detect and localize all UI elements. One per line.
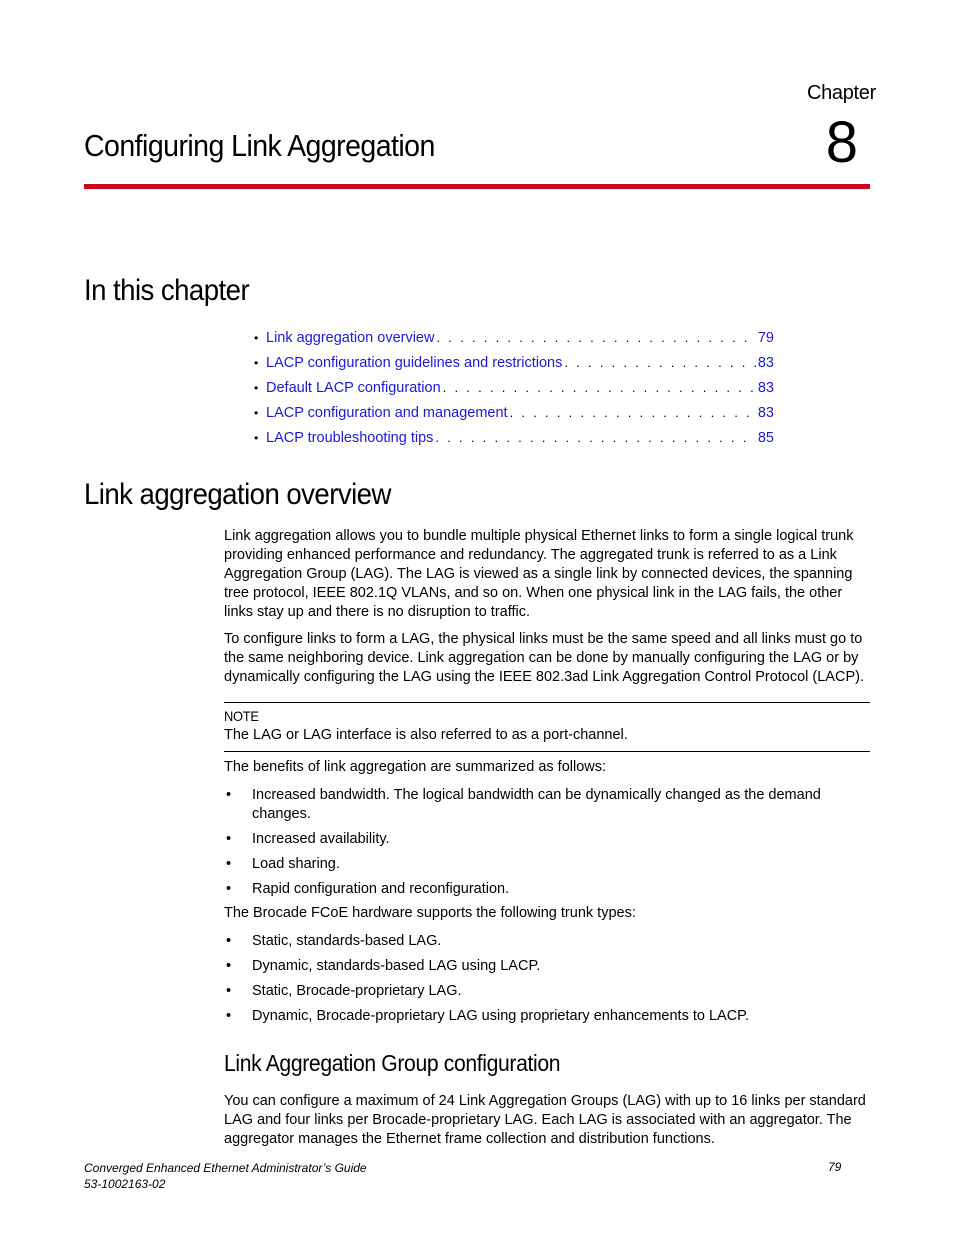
list-item (224, 786, 864, 824)
list-item-text: Rapid configuration and reconfiguration. (252, 881, 510, 897)
list-item (224, 982, 864, 1001)
toc-item[interactable] (254, 430, 774, 455)
paragraph-text: Link aggregation allows you to bundle multiple physical Ethernet links to form a single logical trunk providing enhanced performance and redundancy. The aggregated trunk is referred to as a Link Aggregation Group (LAG). The LAG is viewed as a single link by connected devices, the spanning tree protocol, IEEE 802.1Q VLANs, and so on. When one physical link in the LAG fails, the other links stay up and there is no disruption to traffic. (224, 528, 854, 620)
toc-item[interactable] (254, 330, 774, 355)
toc-leader-dots (564, 355, 756, 370)
footer-doc-number: 53-1002163-02 (84, 1177, 166, 1191)
toc-leader-dots (435, 430, 756, 445)
bullet-icon: • (226, 1008, 232, 1024)
paragraph-text: To configure links to form a LAG, the physical links must be the same speed and all links must go to the same neighboring device. Link aggregation can be done by manually configuring the LAG or by dynamically configuring the LAG using the IEEE 802.3ad Link Aggregation Control Protocol (LACP). (224, 631, 864, 685)
list-item-text: Load sharing. (252, 856, 340, 872)
chapter-label: Chapter (806, 82, 876, 104)
paragraph-text: The benefits of link aggregation are summarized as follows: (224, 759, 607, 775)
list-item (224, 830, 864, 849)
toc-page-number[interactable]: 79 (757, 330, 774, 346)
overview-heading: Link aggregation overview (84, 478, 391, 511)
list-item (224, 957, 864, 976)
toc-link[interactable]: Default LACP configuration (266, 380, 441, 396)
toc-page-number[interactable]: 83 (757, 380, 774, 396)
toc-link[interactable]: LACP configuration and management (266, 405, 508, 421)
list-item (224, 855, 864, 874)
toc-item[interactable] (254, 380, 774, 405)
paragraph-text: The Brocade FCoE hardware supports the following trunk types: (224, 905, 636, 921)
list-item-text: Static, standards-based LAG. (252, 933, 442, 949)
list-item-text: Dynamic, Brocade-proprietary LAG using proprietary enhancements to LACP. (252, 1008, 750, 1024)
footer-guide-title: Converged Enhanced Ethernet Administrator’s Guide (84, 1161, 367, 1175)
toc-item[interactable] (254, 405, 774, 430)
toc-link[interactable]: LACP configuration guidelines and restrictions (266, 355, 563, 371)
toc-page-number[interactable]: 85 (757, 430, 774, 446)
note-label: NOTE (224, 708, 259, 724)
toc-leader-dots (443, 380, 756, 395)
footer-guide-info (84, 1160, 367, 1192)
paragraph-text: You can configure a maximum of 24 Link Aggregation Groups (LAG) with up to 16 links per standard LAG and four links per Brocade-proprietary LAG. Each LAG is associated with an aggregator. The aggregator manages the Ethernet frame collection and distribution functions. (224, 1093, 866, 1147)
in-this-chapter-heading: In this chapter (84, 274, 250, 307)
bullet-icon: • (226, 831, 232, 847)
footer-page-number: 79 (828, 1160, 842, 1174)
list-item-text: Static, Brocade-proprietary LAG. (252, 983, 462, 999)
list-item (224, 1007, 864, 1026)
list-item (224, 932, 864, 951)
list-item-text: Increased bandwidth. The logical bandwidth can be dynamically changed as the demand changes. (252, 787, 821, 822)
overview-paragraph-1 (224, 527, 872, 622)
lag-config-heading: Link Aggregation Group configuration (224, 1050, 561, 1076)
chapter-number: 8 (825, 110, 858, 175)
list-item-text: Dynamic, standards-based LAG using LACP. (252, 958, 541, 974)
toc-link[interactable]: LACP troubleshooting tips (266, 430, 434, 446)
toc-item[interactable] (254, 355, 774, 380)
trunk-types-list (224, 932, 864, 1032)
chapter-title: Configuring Link Aggregation (84, 128, 435, 163)
overview-paragraph-2 (224, 630, 872, 687)
note-text: The LAG or LAG interface is also referred to as a port-channel. (224, 727, 628, 743)
bullet-icon: • (226, 958, 232, 974)
list-item-text: Increased availability. (252, 831, 390, 847)
benefits-intro (224, 758, 872, 777)
bullet-icon: • (226, 933, 232, 949)
bullet-icon: • (226, 856, 232, 872)
bullet-icon: • (254, 406, 259, 420)
toc-page-number[interactable]: 83 (757, 355, 774, 371)
bullet-icon: • (254, 431, 259, 445)
toc-leader-dots (436, 330, 756, 345)
bullet-icon: • (226, 983, 232, 999)
benefits-list (224, 786, 864, 905)
bullet-icon: • (226, 881, 232, 897)
bullet-icon: • (226, 787, 232, 803)
lag-config-paragraph (224, 1092, 872, 1149)
bullet-icon: • (254, 356, 259, 370)
toc-link[interactable]: Link aggregation overview (266, 330, 435, 346)
chapter-toc (254, 330, 774, 455)
toc-leader-dots (510, 405, 756, 420)
list-item (224, 880, 864, 899)
bullet-icon: • (254, 331, 259, 345)
note-box (224, 702, 870, 752)
toc-page-number[interactable]: 83 (757, 405, 774, 421)
chapter-title-rule (84, 184, 870, 189)
trunk-types-intro (224, 904, 872, 923)
bullet-icon: • (254, 381, 259, 395)
